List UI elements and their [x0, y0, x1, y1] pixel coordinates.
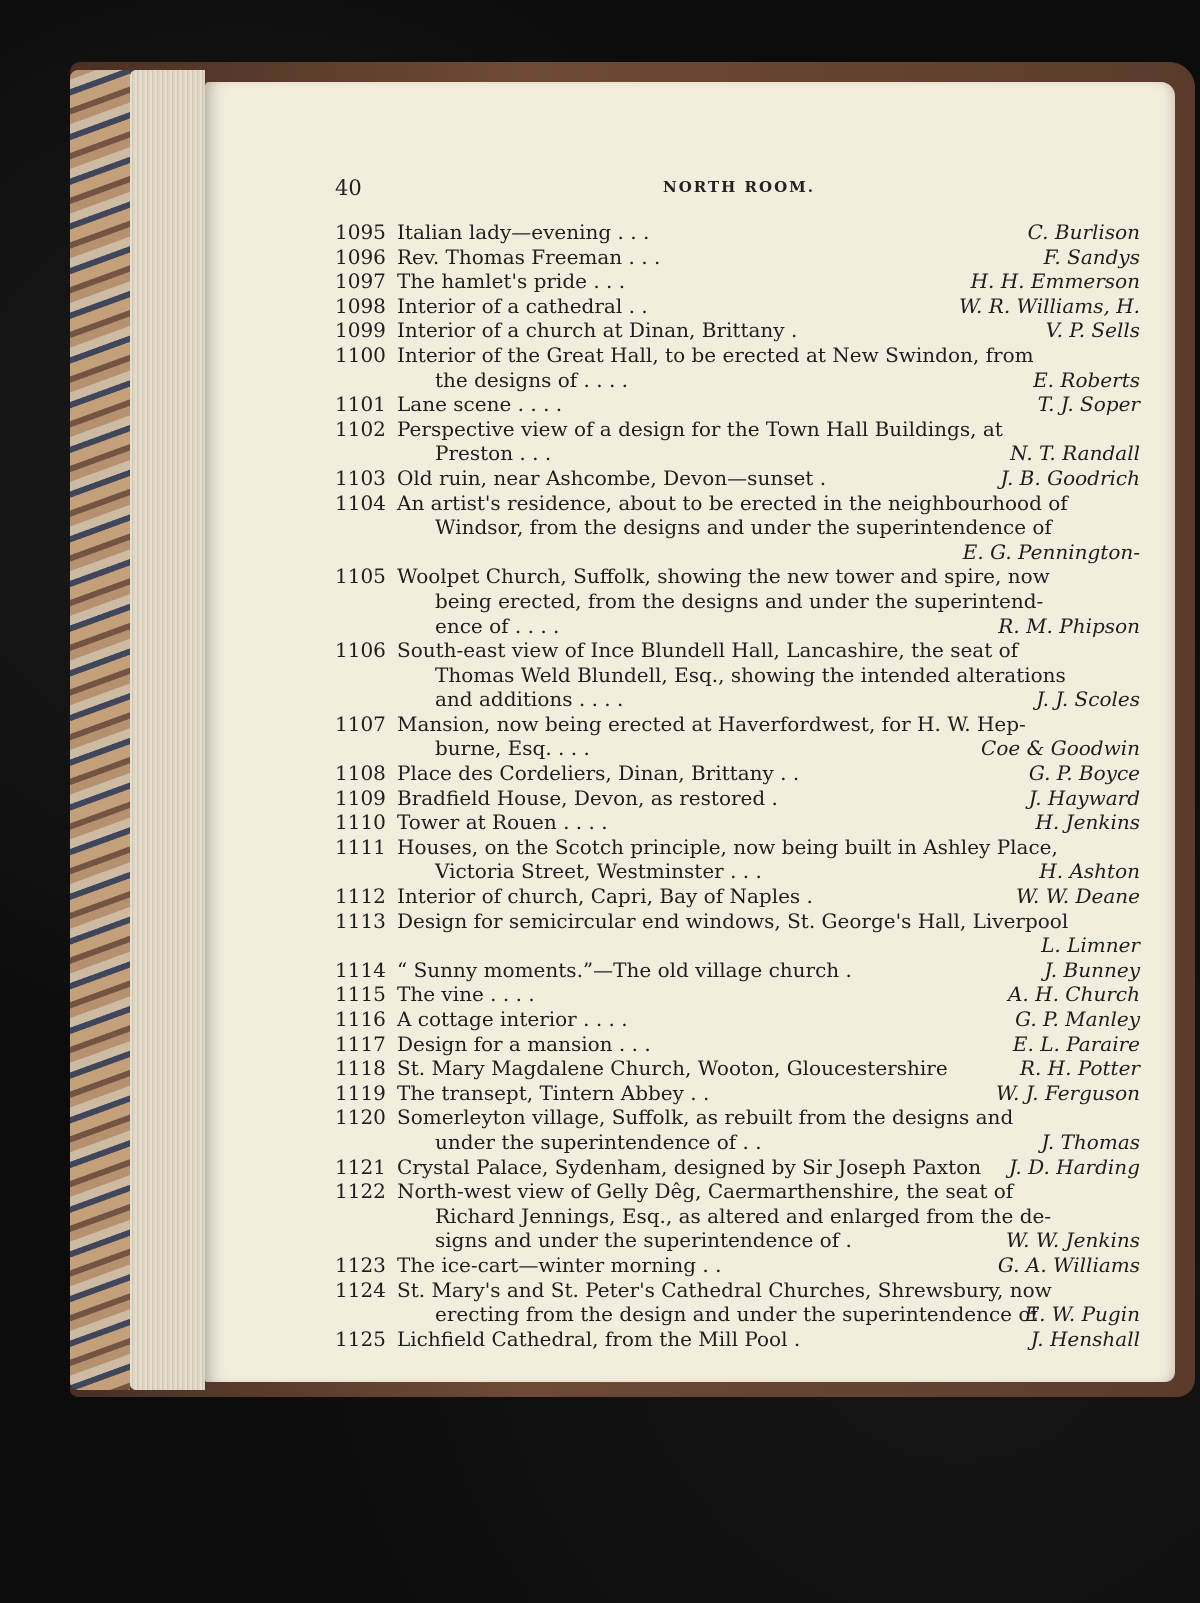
entry-number: 1095	[335, 220, 386, 244]
entry-title: Design for a mansion . . .	[397, 1031, 651, 1056]
entry-line	[335, 1007, 1140, 1032]
entry-number: 1122	[335, 1179, 386, 1204]
entry-artist: E. W. Pugin	[1024, 1302, 1140, 1327]
entry-number: 1098	[335, 293, 386, 318]
entry-title: Windsor, from the designs and under the superintendence of	[435, 515, 1052, 540]
catalogue-entry	[335, 810, 1140, 835]
catalogue-entry	[335, 761, 1140, 786]
entry-title: The transept, Tintern Abbey . .	[397, 1080, 710, 1105]
entry-number: 1118	[335, 1056, 386, 1081]
entry-line	[335, 982, 1140, 1007]
entry-line	[335, 269, 1140, 294]
entry-line	[335, 491, 1140, 516]
catalogue-entry	[335, 318, 1140, 343]
entry-title: Design for semicircular end windows, St. George's Hall, Liverpool	[397, 908, 1069, 933]
catalogue-entry	[335, 982, 1140, 1007]
entry-number: 1108	[335, 761, 386, 786]
entry-title: Rev. Thomas Freeman . . .	[397, 244, 661, 269]
entry-number: 1119	[335, 1080, 386, 1105]
entry-artist: G. P. Boyce	[1028, 761, 1140, 786]
entry-line	[335, 958, 1140, 983]
entry-artist: J. Bunney	[1044, 957, 1140, 982]
entry-artist: L. Limner	[1041, 933, 1140, 958]
entry-line	[335, 417, 1140, 442]
entry-line	[335, 564, 1140, 589]
entry-artist: J. Hayward	[1028, 785, 1140, 810]
entry-number: 1124	[335, 1277, 386, 1302]
entry-number: 1097	[335, 269, 386, 294]
catalogue-entry	[335, 638, 1140, 712]
entry-line	[335, 1179, 1140, 1204]
entry-title: Place des Cordeliers, Dinan, Brittany . .	[397, 761, 800, 786]
entry-artist: Coe & Goodwin	[981, 736, 1140, 761]
catalogue-entry	[335, 1179, 1140, 1253]
entry-title: Interior of church, Capri, Bay of Naples .	[397, 884, 813, 909]
entry-continuation-line	[335, 687, 1140, 712]
entry-number: 1120	[335, 1105, 386, 1130]
entry-title: Lane scene . . . .	[397, 392, 563, 417]
entry-number: 1106	[335, 638, 386, 663]
entry-artist: W. W. Jenkins	[1006, 1228, 1140, 1253]
catalogue-entry	[335, 245, 1140, 270]
entry-artist: J. Henshall	[1030, 1326, 1140, 1351]
entry-title: “ Sunny moments.”—The old village church .	[397, 957, 852, 982]
entry-number: 1101	[335, 392, 386, 417]
entry-line	[335, 1253, 1140, 1278]
catalogue-entry	[335, 909, 1140, 958]
entry-line	[335, 294, 1140, 319]
entry-artist: T. J. Soper	[1037, 392, 1140, 417]
entry-number: 1117	[335, 1031, 386, 1056]
entry-number: 1110	[335, 810, 386, 835]
entry-artist: N. T. Randall	[1010, 441, 1140, 466]
entry-title: Interior of a cathedral . .	[397, 293, 648, 318]
catalogue-entries	[335, 220, 1140, 1351]
catalogue-entry	[335, 712, 1140, 761]
entry-title: Interior of a church at Dinan, Brittany .	[397, 318, 798, 343]
catalogue-entry	[335, 958, 1140, 983]
entry-title: the designs of . . . .	[435, 367, 629, 392]
entry-artist: A. H. Church	[1007, 982, 1140, 1007]
entry-line	[335, 392, 1140, 417]
entry-continuation-line	[335, 515, 1140, 540]
entry-title: Bradfield House, Devon, as restored .	[397, 785, 778, 810]
entry-line	[335, 810, 1140, 835]
entry-number: 1111	[335, 834, 386, 859]
catalogue-entry	[335, 491, 1140, 565]
entry-artist: W. W. Deane	[1015, 884, 1140, 909]
catalogue-entry	[335, 269, 1140, 294]
entry-number: 1102	[335, 416, 386, 441]
catalogue-entry	[335, 220, 1140, 245]
entry-number: 1105	[335, 564, 386, 589]
entry-line	[335, 1155, 1140, 1180]
entry-continuation-line	[335, 859, 1140, 884]
entry-line	[335, 909, 1140, 934]
running-head: NORTH ROOM.	[663, 178, 815, 196]
entry-artist: V. P. Sells	[1045, 318, 1140, 343]
page-edges	[130, 70, 205, 1390]
entry-continuation-line	[335, 933, 1140, 958]
entry-artist: W. R. Williams, H.	[958, 293, 1140, 318]
entry-title: Crystal Palace, Sydenham, designed by Sir Joseph Paxton	[397, 1154, 982, 1179]
entry-line	[335, 318, 1140, 343]
entry-artist: E. Roberts	[1033, 367, 1140, 392]
entry-title: The hamlet's pride . . .	[397, 269, 626, 294]
entry-artist: C. Burlison	[1027, 220, 1140, 244]
entry-line	[335, 712, 1140, 737]
entry-continuation-line	[335, 589, 1140, 614]
entry-title: Lichfield Cathedral, from the Mill Pool .	[397, 1326, 801, 1351]
entry-continuation-line	[335, 1302, 1140, 1327]
entry-artist: R. H. Potter	[1019, 1056, 1140, 1081]
entry-title: under the superintendence of . .	[435, 1129, 762, 1154]
entry-title: ence of . . . .	[435, 613, 560, 638]
entry-number: 1104	[335, 490, 386, 515]
entry-number: 1096	[335, 244, 386, 269]
entry-continuation-line	[335, 1228, 1140, 1253]
entry-title: burne, Esq. . . .	[435, 736, 590, 761]
catalogue-entry	[335, 466, 1140, 491]
catalogue-entry	[335, 884, 1140, 909]
entry-line	[335, 343, 1140, 368]
entry-artist: H. Ashton	[1039, 859, 1140, 884]
catalogue-entry	[335, 1007, 1140, 1032]
entry-line	[335, 220, 1140, 245]
catalogue-entry	[335, 417, 1140, 466]
catalogue-entry	[335, 1032, 1140, 1057]
entry-artist: J. D. Harding	[1008, 1154, 1140, 1179]
entry-title: Preston . . .	[435, 441, 552, 466]
entry-title: signs and under the superintendence of .	[435, 1228, 852, 1253]
catalogue-entry	[335, 835, 1140, 884]
entry-number: 1115	[335, 982, 386, 1007]
entry-number: 1114	[335, 957, 386, 982]
entry-artist: J. Thomas	[1041, 1129, 1140, 1154]
entry-continuation-line	[335, 540, 1140, 565]
entry-line	[335, 884, 1140, 909]
entry-title: Houses, on the Scotch principle, now being built in Ashley Place,	[397, 834, 1058, 859]
entry-line	[335, 786, 1140, 811]
entry-number: 1100	[335, 342, 386, 367]
entry-number: 1099	[335, 318, 386, 343]
entry-artist: W. J. Ferguson	[995, 1080, 1140, 1105]
entry-title: Somerleyton village, Suffolk, as rebuilt from the designs and	[397, 1105, 1014, 1130]
entry-line	[335, 1105, 1140, 1130]
entry-number: 1113	[335, 908, 386, 933]
entry-continuation-line	[335, 614, 1140, 639]
entry-title: The vine . . . .	[397, 982, 535, 1007]
entry-line	[335, 638, 1140, 663]
entry-line	[335, 1081, 1140, 1106]
entry-number: 1103	[335, 465, 386, 490]
catalogue-entry	[335, 1278, 1140, 1327]
entry-artist: F. Sandys	[1043, 244, 1140, 269]
entry-line	[335, 1278, 1140, 1303]
entry-number: 1112	[335, 884, 386, 909]
entry-artist: G. P. Manley	[1015, 1007, 1140, 1031]
entry-continuation-line	[335, 1204, 1140, 1229]
entry-artist: H. Jenkins	[1035, 810, 1140, 835]
entry-title: Thomas Weld Blundell, Esq., showing the intended alterations	[435, 662, 1066, 687]
entry-line	[335, 1032, 1140, 1057]
entry-title: and additions . . . .	[435, 687, 624, 712]
catalogue-entry	[335, 564, 1140, 638]
entry-continuation-line	[335, 1130, 1140, 1155]
entry-artist: G. A. Williams	[997, 1252, 1140, 1277]
catalogue-entry	[335, 1081, 1140, 1106]
entry-title: Mansion, now being erected at Haverfordwest, for H. W. Hep-	[397, 711, 1026, 736]
entry-title: Old ruin, near Ashcombe, Devon—sunset .	[397, 465, 827, 490]
entry-artist: J. B. Goodrich	[1000, 465, 1140, 490]
entry-continuation-line	[335, 368, 1140, 393]
entry-line	[335, 835, 1140, 860]
page-number: 40	[335, 176, 362, 200]
entry-title: Tower at Rouen . . . .	[397, 810, 608, 835]
entry-title: A cottage interior . . . .	[397, 1007, 628, 1031]
entry-number: 1121	[335, 1154, 386, 1179]
entry-title: Interior of the Great Hall, to be erected at New Swindon, from	[397, 342, 1034, 367]
entry-number: 1123	[335, 1252, 386, 1277]
entry-number: 1107	[335, 711, 386, 736]
entry-artist: H. H. Emmerson	[970, 269, 1140, 294]
entry-title: Perspective view of a design for the Town Hall Buildings, at	[397, 416, 1003, 441]
entry-line	[335, 466, 1140, 491]
entry-title: The ice-cart—winter morning . .	[397, 1252, 722, 1277]
entry-title: erecting from the design and under the superintendence of	[435, 1302, 1038, 1327]
entry-title: An artist's residence, about to be erected in the neighbourhood of	[397, 490, 1068, 515]
entry-artist: R. M. Phipson	[998, 613, 1140, 638]
entry-line	[335, 245, 1140, 270]
catalogue-entry	[335, 1155, 1140, 1180]
catalogue-entry	[335, 1327, 1140, 1352]
entry-number: 1116	[335, 1007, 386, 1031]
catalogue-entry	[335, 1253, 1140, 1278]
entry-title: North-west view of Gelly Dêg, Caermarthenshire, the seat of	[397, 1179, 1014, 1204]
entry-title: being erected, from the designs and under the superintend-	[435, 588, 1044, 613]
entry-number: 1109	[335, 785, 386, 810]
catalogue-entry	[335, 1056, 1140, 1081]
entry-continuation-line	[335, 663, 1140, 688]
entry-continuation-line	[335, 441, 1140, 466]
entry-number: 1125	[335, 1326, 386, 1351]
entry-line	[335, 761, 1140, 786]
marbled-endpaper	[70, 70, 130, 1390]
catalogue-entry	[335, 343, 1140, 392]
entry-title: Richard Jennings, Esq., as altered and enlarged from the de-	[435, 1203, 1052, 1228]
entry-line	[335, 1056, 1140, 1081]
entry-artist: J. J. Scoles	[1036, 687, 1140, 712]
catalogue-entry	[335, 392, 1140, 417]
entry-title: St. Mary Magdalene Church, Wooton, Gloucestershire	[397, 1056, 948, 1081]
catalogue-entry	[335, 1105, 1140, 1154]
catalogue-entry	[335, 786, 1140, 811]
entry-artist: E. G. Pennington-	[962, 539, 1140, 564]
entry-line	[335, 1327, 1140, 1352]
entry-title: Italian lady—evening . . .	[397, 220, 650, 244]
entry-title: South-east view of Ince Blundell Hall, Lancashire, the seat of	[397, 638, 1019, 663]
entry-artist: E. L. Paraire	[1012, 1031, 1140, 1056]
entry-title: St. Mary's and St. Peter's Cathedral Churches, Shrewsbury, now	[397, 1277, 1052, 1302]
entry-continuation-line	[335, 736, 1140, 761]
catalogue-entry	[335, 294, 1140, 319]
entry-title: Victoria Street, Westminster . . .	[435, 859, 762, 884]
entry-title: Woolpet Church, Suffolk, showing the new tower and spire, now	[397, 564, 1050, 589]
